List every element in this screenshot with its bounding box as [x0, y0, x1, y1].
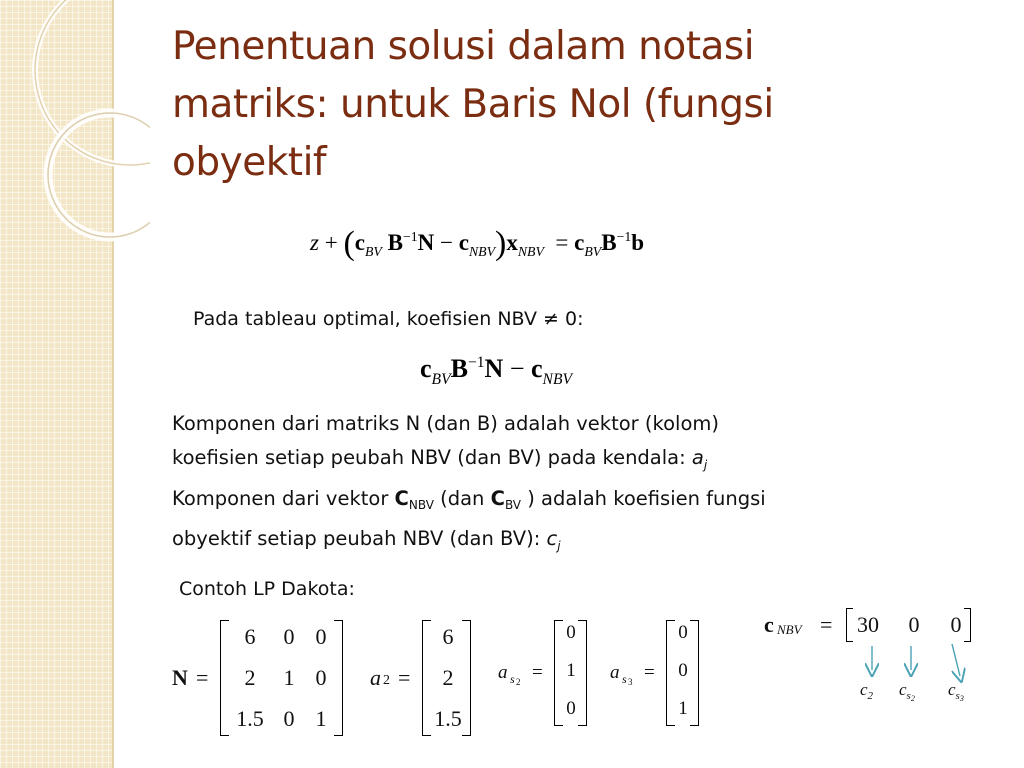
slide-title [172, 18, 932, 192]
matrix-n: N = 6 0 0 2 1 0 1.5 0 1 [168, 620, 353, 740]
para-line-2: koefisien setiap peubah NBV (dan BV) pada kendala: $a_j$ [172, 446, 708, 472]
cnbv-vector: c NBV = 30 0 0 [764, 612, 984, 648]
reduced-cost-expression: $c_{BV}B^{-1}N - c_{NBV}$ [420, 353, 572, 389]
title-line-1: Penentuan solusi dalam notasi [172, 24, 755, 69]
para-line-3: Komponen dari vektor $C_{NBV}$ (dan $C_{BV}$ ) adalah koefisien fungsi [172, 487, 766, 512]
tableau-note: Pada tableau optimal, koefisien NBV ≠ 0: [193, 308, 584, 330]
objective-row-equation: $z + (c_{BV}$ $B^{-1}N - c_{NBV})x_{NBV} = c_{BV}B^{-1}b$ [310, 225, 645, 262]
label-c2: $c_2$ [860, 680, 874, 702]
matrix-as2: a s 2 = 0 1 0 [498, 620, 598, 730]
title-line-3: obyektif [172, 140, 327, 185]
explanation-paragraph [172, 407, 912, 563]
title-line-2: matriks: untuk Baris Nol (fungsi [172, 82, 774, 127]
label-cs3: $c_{s3}$ [948, 680, 964, 703]
matrix-a2: a 2 = 6 2 1.5 [370, 620, 480, 740]
decorative-rings [0, 0, 150, 260]
matrix-as3: a s 3 = 0 0 1 [610, 620, 710, 730]
para-line-1: Komponen dari matriks N (dan B) adalah vektor (kolom) [172, 412, 719, 435]
para-line-4: obyektif setiap peubah NBV (dan BV): $c_j$ [172, 527, 561, 553]
arrow-cs3 [952, 644, 960, 676]
mapping-arrows [850, 640, 980, 685]
label-cs2: $c_{s2}$ [899, 680, 915, 703]
example-label: Contoh LP Dakota: [179, 578, 355, 600]
